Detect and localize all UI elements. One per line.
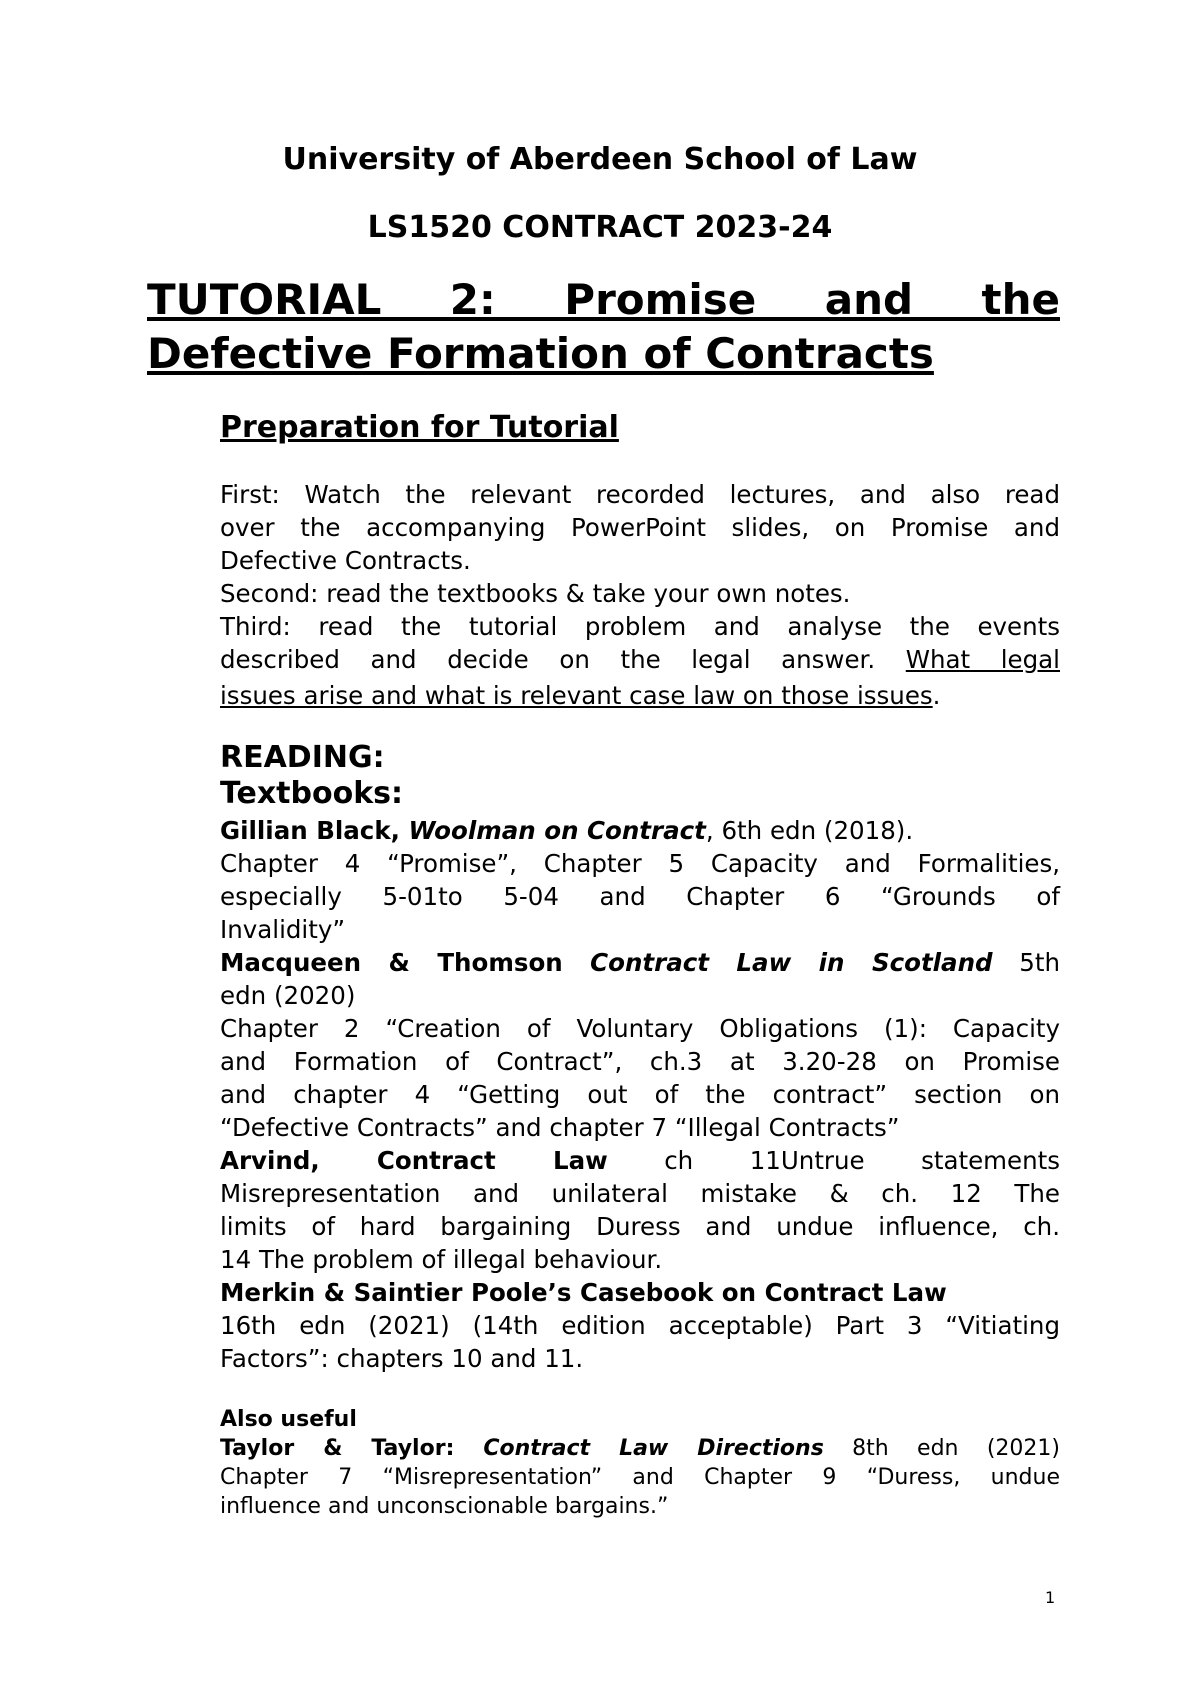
macqueen-entry xyxy=(220,946,1060,979)
course-heading: LS1520 CONTRACT 2023-24 xyxy=(367,210,833,245)
black-chapters-line3: Invalidity” xyxy=(220,915,346,944)
arvind-entry xyxy=(220,1144,1060,1177)
taylor-entry xyxy=(220,1434,1060,1463)
textbooks-title: Textbooks: xyxy=(220,776,404,811)
macqueen-chapters-line1: Chapter 2 “Creation of Voluntary Obligations (1): Capacity xyxy=(220,1014,1060,1043)
black-chapters-line1: Chapter 4 “Promise”, Chapter 5 Capacity and Formalities, xyxy=(220,849,1060,878)
arvind-line2: Misrepresentation and unilateral mistake & ch. 12 The xyxy=(220,1179,1060,1208)
tutorial-title xyxy=(147,273,1060,381)
taylor-line2: Chapter 7 “Misrepresentation” and Chapter 9 “Duress, undue xyxy=(220,1465,1060,1490)
also-useful-heading: Also useful xyxy=(220,1407,357,1432)
preparation-instructions xyxy=(220,478,1060,712)
merkin-line2: 16th edn (2021) (14th edition acceptable) Part 3 “Vitiating xyxy=(220,1311,1060,1340)
preparation-heading: Preparation for Tutorial xyxy=(220,410,619,445)
arvind-author: Arvind, Contract Law xyxy=(220,1146,608,1175)
macqueen-chapters-line3: and chapter 4 “Getting out of the contract” section on xyxy=(220,1080,1060,1109)
instruction-first-line2: over the accompanying PowerPoint slides, on Promise and xyxy=(220,513,1060,542)
instruction-first-line3: Defective Contracts. xyxy=(220,546,471,575)
university-heading: University of Aberdeen School of Law xyxy=(282,142,918,177)
instruction-third-line3-b: . xyxy=(932,681,941,710)
arvind-line1-rest: ch 11Untrue statements xyxy=(607,1146,1060,1175)
merkin-line3: Factors”: chapters 10 and 11. xyxy=(220,1344,584,1373)
taylor-line3: influence and unconscionable bargains.” xyxy=(220,1494,669,1519)
black-edn: , 6th edn (2018). xyxy=(705,816,914,845)
macqueen-title: Contract Law in Scotland xyxy=(590,948,993,977)
also-useful-section xyxy=(220,1405,1060,1521)
textbook-list xyxy=(220,814,1060,1375)
reading-title: READING: xyxy=(220,740,385,775)
instruction-third-line3 xyxy=(220,679,1060,712)
macqueen-edn-b: edn (2020) xyxy=(220,981,356,1010)
instruction-third-line3-a: issues arise and what is relevant case law on those issues xyxy=(220,681,933,710)
macqueen-author: Macqueen & Thomson xyxy=(220,948,591,977)
macqueen-edn-a: 5th xyxy=(992,948,1060,977)
black-chapters-line2: especially 5-01to 5-04 and Chapter 6 “Grounds of xyxy=(220,882,1060,911)
arvind-line3: limits of hard bargaining Duress and undue influence, ch. xyxy=(220,1212,1060,1241)
instruction-second: Second: read the textbooks & take your own notes. xyxy=(220,579,851,608)
macqueen-chapters-line2: and Formation of Contract”, ch.3 at 3.20-28 on Promise xyxy=(220,1047,1060,1076)
taylor-title: Contract Law Directions xyxy=(483,1436,824,1461)
arvind-line4: 14 The problem of illegal behaviour. xyxy=(220,1245,663,1274)
instruction-third-line2-b: What legal xyxy=(905,645,1060,674)
instruction-first-line1: First: Watch the relevant recorded lectures, and also read xyxy=(220,480,1060,509)
tutorial-title-line2: Defective Formation of Contracts xyxy=(147,329,934,378)
merkin-author: Merkin & Saintier Poole’s Casebook on Contract Law xyxy=(220,1278,947,1307)
instruction-third-line1: Third: read the tutorial problem and analyse the events xyxy=(220,612,1060,641)
tutorial-title-line1: TUTORIAL 2: Promise and the xyxy=(147,275,1060,324)
macqueen-chapters-line4: “Defective Contracts” and chapter 7 “Illegal Contracts” xyxy=(220,1113,900,1142)
reading-heading xyxy=(220,740,1060,812)
taylor-author: Taylor & Taylor: xyxy=(220,1436,484,1461)
black-title: Woolman on Contract xyxy=(408,816,706,845)
instruction-third-line2-a: described and decide on the legal answer. xyxy=(220,645,906,674)
black-author: Gillian Black, xyxy=(220,816,409,845)
black-entry xyxy=(220,814,1060,847)
page-number: 1 xyxy=(1045,1588,1056,1607)
instruction-third-line2 xyxy=(220,643,1060,676)
taylor-edn: 8th edn (2021) xyxy=(823,1436,1060,1461)
